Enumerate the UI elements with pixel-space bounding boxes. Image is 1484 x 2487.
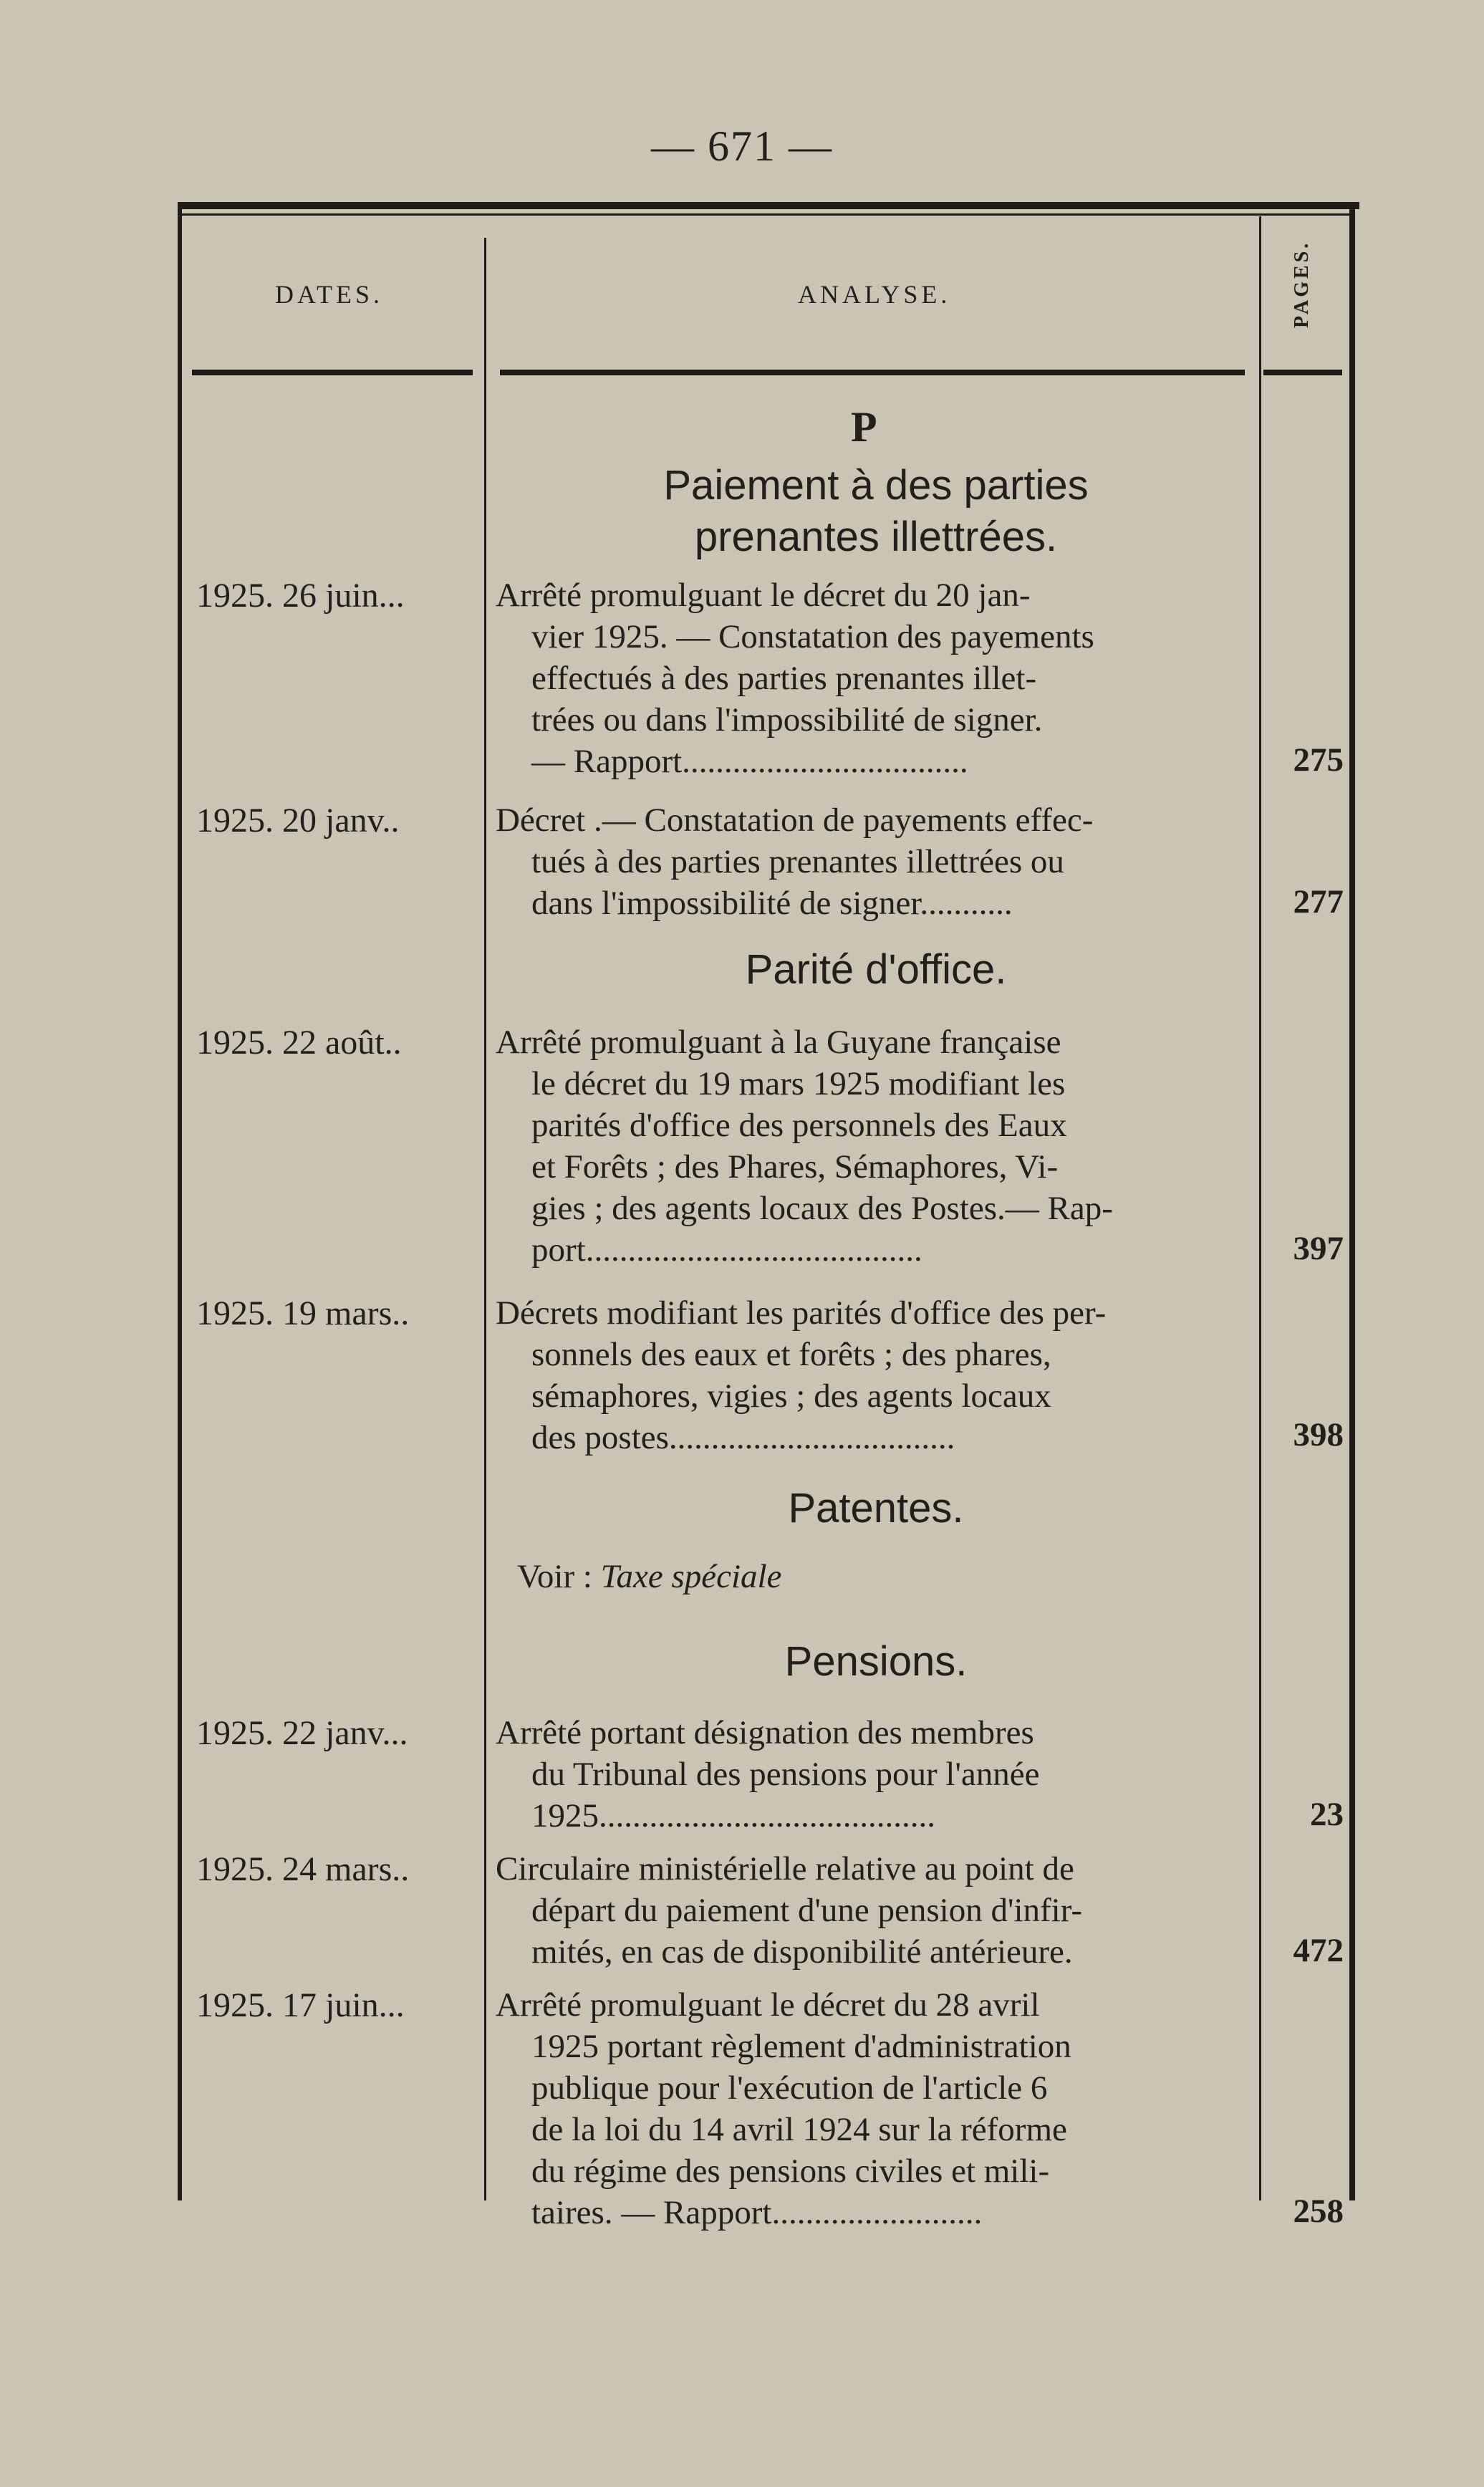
entry-page: 23 — [1310, 1796, 1344, 1833]
entry-date: 1925. 20 janv.. — [196, 802, 400, 840]
section-heading: Patentes. — [788, 1485, 964, 1531]
entry-page: 275 — [1293, 741, 1344, 779]
section-heading: Parité d'office. — [745, 946, 1007, 993]
entry-text: Arrêté promulguant le décret du 20 jan- vier 1925. — Constatation des payements effectués à des parties prenantes illet- trées ou dans l'impossibilité de signer. — Rapport.................................. — [496, 577, 1094, 780]
top-rule-thick — [178, 202, 1359, 209]
pages-header-underline — [1263, 370, 1342, 375]
entry-text: Décrets modifiant les parités d'office des per- sonnels des eaux et forêts ; des phares, sémaphores, vigies ; des agents locaux des postes.................................. — [496, 1294, 1107, 1456]
section-letter: P — [851, 403, 877, 451]
entry-page: 258 — [1293, 2193, 1344, 2230]
section-heading: Pensions. — [784, 1638, 968, 1685]
top-rule-thin — [178, 213, 1352, 216]
pages-header: PAGES. — [1291, 240, 1313, 328]
see-also-target: Taxe spéciale — [600, 1558, 782, 1595]
page-number: — 671 — — [651, 122, 833, 170]
entry-date: 1925. 22 janv... — [196, 1714, 408, 1752]
entry-date: 1925. 26 juin... — [196, 577, 405, 615]
dates-header-underline — [192, 370, 473, 375]
see-also-label: Voir : — [517, 1558, 592, 1595]
entry-text: Arrêté promulguant le décret du 28 avril 1925 portant règlement d'administration publique pour l'exécution de l'article 6 de la loi du 14 avril 1924 sur la réforme du régime des pensions civiles et mili- taires. — Rapport......................... — [496, 1986, 1071, 2231]
left-frame-rule — [178, 202, 182, 2200]
section-heading: Paiement à des parties prenantes illettrées. — [663, 462, 1089, 560]
pages-column-rule — [1259, 216, 1261, 2200]
entry-date: 1925. 24 mars.. — [196, 1850, 410, 1888]
entry-date: 1925. 19 mars.. — [196, 1294, 410, 1332]
entry-date: 1925. 17 juin... — [196, 1986, 405, 2024]
entry-page: 277 — [1293, 883, 1344, 920]
dates-header: DATES. — [275, 280, 384, 309]
entry-text: Arrêté portant désignation des membres du Tribunal des pensions pour l'année 1925........................................ — [496, 1714, 1040, 1834]
analyse-header: ANALYSE. — [798, 280, 951, 309]
analyse-header-underline — [500, 370, 1245, 375]
entry-text: Arrêté promulguant à la Guyane française le décret du 19 mars 1925 modifiant les parités d'office des personnels des Eaux et Forêts ; des Phares, Sémaphores, Vi- gies ; des agents locaux des Postes.— Rap- port........................................ — [496, 1024, 1113, 1269]
index-table — [163, 202, 1359, 2231]
right-frame-rule — [1349, 202, 1355, 2200]
entry-text: Circulaire ministérielle relative au point de départ du paiement d'une pension d'infir- mités, en cas de disponibilité antérieure. — [496, 1850, 1083, 1971]
entry-text: Décret .— Constatation de payements effec- tués à des parties prenantes illettrées ou dans l'impossibilité de signer........... — [496, 802, 1094, 922]
entry-date: 1925. 22 août.. — [196, 1024, 402, 1062]
entry-page: 397 — [1293, 1230, 1344, 1267]
entry-page: 398 — [1293, 1416, 1344, 1453]
see-also-reference — [517, 1557, 781, 1596]
dates-column-rule — [484, 238, 486, 2200]
entry-page: 472 — [1293, 1932, 1344, 1969]
